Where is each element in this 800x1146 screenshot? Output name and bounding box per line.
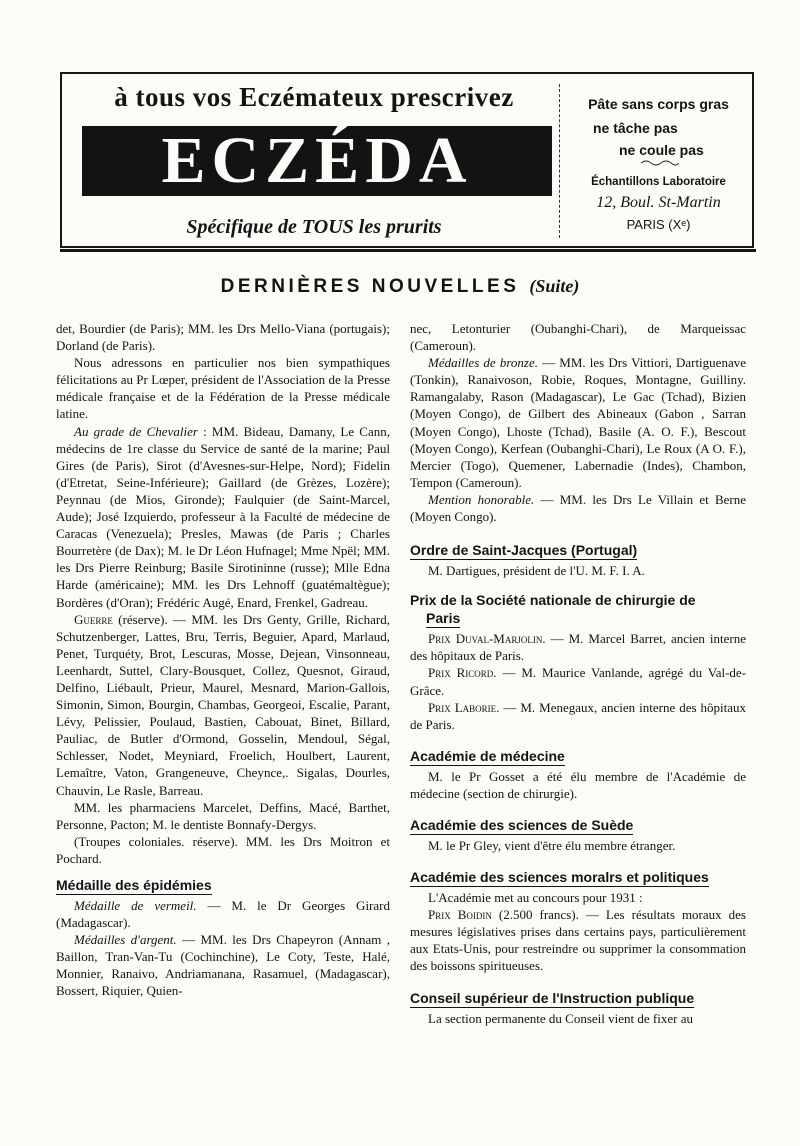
- ad-divider: [559, 84, 560, 238]
- section-heading-academie-suede: Académie des sciences de Suède: [410, 816, 634, 833]
- advertisement-box: [60, 72, 754, 248]
- left-paragraph-1: det, Bourdier (de Paris); MM. les Drs Mello-Viana (portugais); Dorland (de Paris).: [56, 321, 390, 354]
- vermeil-lead: Médaille de vermeil.: [74, 898, 197, 913]
- duval-text: — M. Marcel Barret, ancien interne des hôpitaux de Paris.: [410, 631, 746, 664]
- right-paragraph-5: [410, 630, 746, 664]
- guerre-text: (réserve). — MM. les Drs Genty, Grille, Richard, Schutzenberger, Lattes, Bru, Terris, Beguier, Apard, Marlaud, Penet, Turquéty, Brot, Lescuras, Mosse, Dejean, Vinsonneau, Leenhardt, Suttel, Clary-Bousquet, Collez, Quesnot, Giraud, Delfino, Liébault, Prieur, Maurel, Mesnard, Marion-Gallois, Simonin, Simon, Bourgin, Chambas, Georgeoi, Escalie, Parant, Lévy, Pelissier, Poulaud, Bastien, Cabouat, Binet, Billard, Pauliac, de Butler d'Ormond, Gosselin, Mendoul, Ségal, Schlesser, Nodet, Meyniard, Froelich, Houlbert, Laurent, Lemaître, Vaton, Grangeneuve, Cheynce,. Sigalas, Dourles, Chauvin, Le Rasle, Barreau.: [56, 611, 390, 798]
- argent-lead: Médailles d'argent.: [74, 932, 177, 948]
- section-heading-saint-jacques: Ordre de Saint-Jacques (Portugal): [410, 542, 638, 559]
- ad-right-line5: 12, Boul. St-Martin: [596, 194, 721, 211]
- bronze-lead: Médailles de bronze.: [428, 355, 538, 371]
- vermeil-text: — M. le Dr Georges Girard (Madagascar).: [56, 898, 390, 931]
- page-title: [0, 276, 800, 298]
- boidin-text: (2.500 francs). — Les résultats moraux des mesures législatives prises dans certains pays, particulièrement aux Etats-Unis, pour restreindre ou supprimer la consommation des boissons spiritueuses.: [410, 907, 746, 974]
- heading-academie-wrap: [410, 747, 746, 766]
- right-paragraph-2: [410, 354, 746, 491]
- right-paragraph-3: [410, 491, 746, 525]
- right-paragraph-9: M. le Pr Gley, vient d'être élu membre étranger.: [428, 837, 676, 853]
- argent-text: — MM. les Drs Chapeyron (Annam , Baillon, Tran-Van-Tu (Cochinchine), Le Coty, Teste, Halé, Monnier, Ranaivo, Andriamanana, Rasamuel, (Madagascar), Bossert, Riquier, Quien-: [56, 932, 390, 999]
- wave-ornament-icon: [639, 158, 679, 168]
- ad-right-line2: ne tâche pas: [593, 120, 678, 136]
- heading-morales-wrap: [410, 868, 746, 887]
- section-heading-prix-line1: Prix de la Société nationale de chirurgie de: [410, 592, 696, 609]
- right-column: [410, 320, 746, 1120]
- page-title-main: DERNIÈRES NOUVELLES: [220, 276, 520, 297]
- ad-tagline: Spécifique de TOUS les prurits: [186, 216, 442, 238]
- page-title-suite: (Suite): [529, 276, 580, 296]
- ricord-text: — M. Maurice Vanlande, agrégé du Val-de-Grâce.: [410, 665, 746, 698]
- section-heading-sciences-morales: Académie des sciences moralrs et politiques: [410, 869, 709, 886]
- laborie-text: — M. Menegaux, ancien interne des hôpitaux de Paris.: [410, 699, 746, 732]
- ricord-lead: Prix Ricord.: [428, 665, 497, 681]
- section-heading-academie-medecine: Académie de médecine: [410, 747, 565, 764]
- ad-right-panel: [567, 74, 752, 246]
- right-paragraph-10: L'Académie met au concours pour 1931 :: [428, 890, 643, 906]
- chevalier-lead: Au grade de Chevalier: [74, 423, 198, 439]
- mention-text: — MM. les Drs Le Villain et Berne (Moyen Congo).: [410, 491, 746, 525]
- section-heading-epidemies: Médaille des épidémies: [56, 877, 212, 893]
- duval-lead: Prix Duval-Marjolin.: [428, 631, 546, 647]
- left-paragraph-6: (Troupes coloniales. réserve). MM. les Drs Moitron et Pochard.: [56, 833, 390, 866]
- section-heading-conseil: Conseil supérieur de l'Instruction publique: [410, 989, 695, 1006]
- right-paragraph-8: M. le Pr Gosset a été élu membre de l'Académie de médecine (section de chirurgie).: [410, 768, 746, 801]
- ad-right-line6: PARIS (Xᵉ): [626, 217, 691, 232]
- left-paragraph-5: MM. les pharmaciens Marcelet, Deffins, Macé, Barthet, Personne, Pacton; M. le dentiste Bonnafy-Dergys.: [56, 799, 390, 832]
- ad-brand-name: ECZÉDA: [161, 124, 473, 197]
- right-paragraph-11: [410, 906, 746, 974]
- boidin-lead: Prix Boidin: [428, 907, 492, 923]
- guerre-lead: Guerre: [74, 611, 113, 627]
- right-paragraph-6: [410, 664, 746, 698]
- heading-epidemies-wrap: [56, 876, 390, 895]
- heading-conseil-wrap: [410, 989, 746, 1008]
- right-paragraph-7: [410, 699, 746, 733]
- right-paragraph-1: nec, Letonturier (Oubanghi-Chari), de Marqueissac (Cameroun).: [410, 321, 746, 354]
- left-paragraph-7: [56, 897, 390, 931]
- left-paragraph-2: Nous adressons en particulier nos bien sympathiques félicitations au Pr Lœper, président de l'Association de la Presse médicale française et de la Fédération de la Presse médicale latine.: [56, 355, 390, 422]
- ad-right-line4: Échantillons Laboratoire: [591, 176, 726, 188]
- section-heading-prix-line2: Paris: [426, 610, 461, 627]
- bronze-text: — MM. les Drs Vittiori, Dartiguenave (Tonkin), Ranaivoson, Robie, Roques, Montagne, Guilliny. Ramangalaby, Rason (Madagascar), Le Gac (Tchad), Bizien (Moyen Congo), de Gilbert des Abineaux (Gabon , Sarran (Moyen Congo), Lhoste (Tchad), Basile (A. O. F.), Bescout (Moyen Congo), Kerfean (Oubanghi-Chari), Le Roux (A O. F.), Mercier (Togo), Quemener, Labernadie (Indes), Chambon, Tempon (Cameroun).: [410, 355, 746, 490]
- left-paragraph-3: [56, 423, 390, 611]
- ad-right-line3: ne coule pas: [619, 142, 704, 158]
- ad-right-line1: Pâte sans corps gras: [588, 96, 729, 112]
- left-paragraph-8: [56, 931, 390, 999]
- right-paragraph-12: La section permanente du Conseil vient de fixer au: [428, 1010, 693, 1026]
- right-paragraph-4: M. Dartigues, président de l'U. M. F. I. A.: [428, 563, 645, 579]
- left-column: [56, 320, 390, 1120]
- laborie-lead: Prix Laborie.: [428, 699, 500, 715]
- left-paragraph-4: [56, 611, 390, 799]
- ad-brand-band: [82, 126, 552, 196]
- heading-jacques-wrap: [410, 541, 746, 560]
- chevalier-text: : MM. Bideau, Damany, Le Cann, médecins de 1re classe du Service de santé de la marine; Paul Gires (de Paris), Sirot (d'Avesnes-sur-Helpe, Nord); Fidelin (d'Etretat, Seine-Inférieure); Gaillard (de Grèzes, Lozère); Peynnau (de Mios, Gironde); Faulquier (de Saint-Marcel, Aude); José Izquierdo, professeur à la Faculté de médecine de Caracas (Venezuela); Presles, Mawas (de Paris ; Charles Bourretère (de Dax); M. le Dr Léon Hufnagel; Mme Npël; MM. les Drs Pierre Reinburg; Basile Sirotininne (russe); Mlle Edna Harde (américaine); MM. les Drs Lehnoff (guatémaltègue); Bordères (d'Oran); Frédéric Augé, Enard, Frenkel, Gadreau.: [56, 423, 390, 610]
- mention-lead: Mention honorable.: [428, 491, 535, 507]
- ad-left-panel: [76, 74, 552, 246]
- heading-prix-wrap: [410, 591, 746, 628]
- heading-suede-wrap: [410, 816, 746, 835]
- ad-headline: à tous vos Eczémateux prescrivez: [114, 82, 514, 112]
